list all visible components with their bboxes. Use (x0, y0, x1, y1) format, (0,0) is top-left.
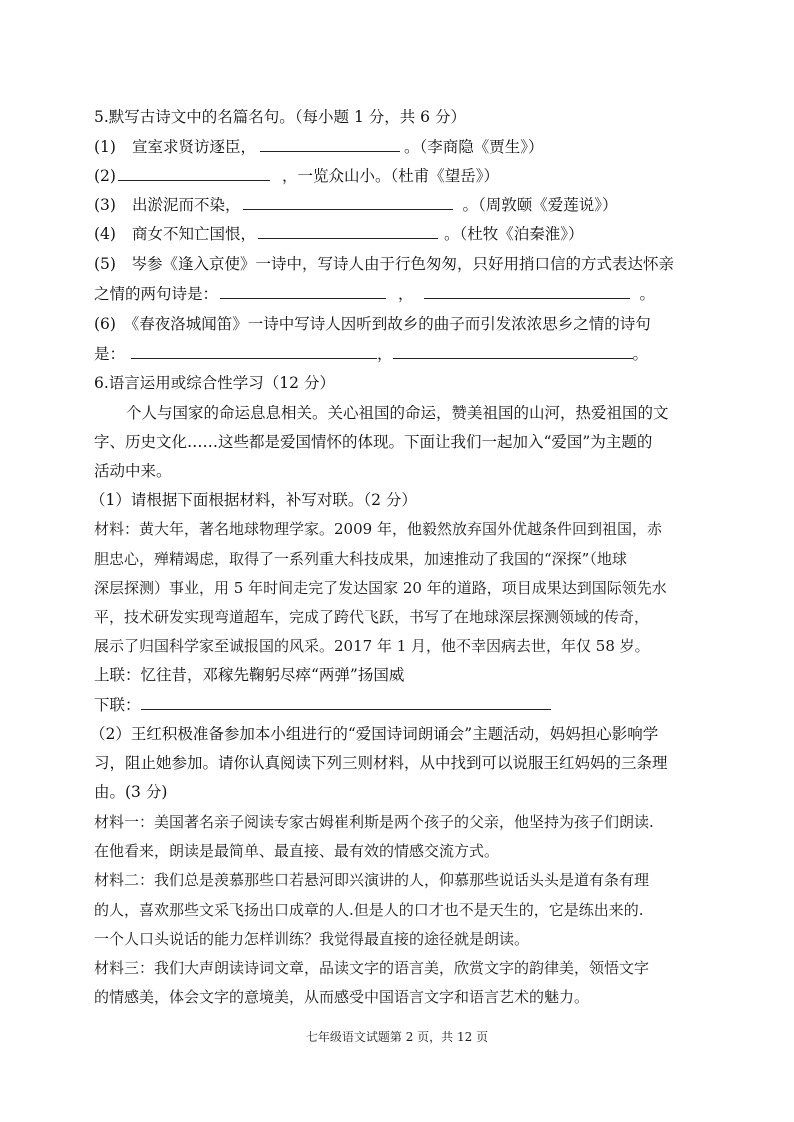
page-footer: 七年级语文试题第 2 页，共 12 页 (305, 1030, 489, 1044)
q5-item-6-answer (94, 343, 648, 365)
q6-intro-line-1: 个人与国家的命运息息相关。关心祖国的命运，赞美祖国的山河，热爱祖国的文 (126, 404, 669, 422)
answer-blank[interactable] (260, 137, 400, 152)
q5-item-2 (94, 165, 499, 187)
q5-item-5-prompt: (5) 岑参《逢入京使》一诗中，写诗人由于行色匆匆，只好用捎口信的方式表达怀亲 (94, 255, 674, 273)
q5-item-6-prompt: (6) 《春夜洛城闻笛》一诗中写诗人因听到故乡的曲子而引发浓浓思乡之情的诗句 (94, 315, 651, 333)
answer-blank[interactable] (131, 344, 377, 359)
q6-sub1-material-line-4: 平，技术研发实现弯道超车，完成了跨代飞跃，书写了在地球深层探测领域的传奇， (94, 608, 650, 626)
item-text: 宣室求贤访逐臣， (132, 138, 257, 156)
material-3-line-1: 材料三：我们大声朗读诗词文章，品读文字的语言美，欣赏文字的韵律美，领悟文字 (94, 959, 650, 977)
q6-title: 6.语言运用或综合性学习（12 分） (94, 374, 335, 392)
item-number: (3) (94, 196, 116, 214)
comma: ， (377, 345, 393, 363)
answer-blank[interactable] (424, 284, 630, 299)
answer-blank[interactable] (118, 166, 270, 181)
material-2-line-1: 材料二：我们总是羡慕那些口若悬河即兴演讲的人，仰慕那些说话头头是道有条有理 (94, 871, 650, 889)
q6-sub1-title: （1）请根据下面根据材料，补写对联。（2 分） (90, 491, 417, 509)
item-number: (1) (94, 138, 116, 156)
q6-intro-line-2: 字、历史文化……这些都是爱国情怀的体现。下面让我们一起加入“爱国”为主题的 (94, 433, 653, 451)
q5-item-5-answer (94, 283, 655, 305)
couplet-upper: 上联：忆往昔，邓稼先鞠躬尽瘁“两弹”扬国威 (94, 666, 405, 684)
q6-intro-line-3: 活动中来。 (94, 462, 172, 480)
q6-sub1-material-line-2: 胆忠心，殚精竭虑，取得了一系列重大科技成果，加速推动了我国的“深探”（地球 (94, 550, 627, 568)
item-text: 出淤泥而不染， (132, 196, 241, 214)
material-1-line-2: 在他看来，朗读是最简单、最直接、最有效的情感交流方式。 (94, 842, 500, 860)
couplet-lower (94, 694, 551, 716)
q5-item-1 (94, 136, 544, 158)
q6-sub2-title-line-3: 由。(3 分) (94, 783, 168, 801)
comma: ， (398, 285, 414, 303)
q6-sub2-title-line-1: （2）王红积极准备参加本小组进行的“爱国诗词朗诵会”主题活动，妈妈担心影响学 (90, 725, 659, 743)
period: 。 (632, 345, 649, 363)
answer-blank[interactable] (393, 344, 633, 359)
answer-blank[interactable] (243, 195, 453, 210)
period: 。 (639, 285, 656, 303)
item-number: (2) (94, 167, 116, 185)
q6-sub1-material-line-1: 材料：黄大年，著名地球物理学家。2009 年，他毅然放弃国外优越条件回到祖国，赤 (94, 520, 662, 538)
q6-sub2-title-line-2: 习，阻止她参加。请你认真阅读下列三则材料，从中找到可以说服王红妈妈的三条理 (94, 754, 668, 772)
material-3-line-2: 的情感美，体会文字的意境美，从而感受中国语言文字和语言艺术的魅力。 (94, 988, 590, 1006)
material-2-line-3: 一个人口头说话的能力怎样训练？我觉得最直接的途径就是朗读。 (94, 930, 530, 948)
item-text: 是： (94, 345, 126, 363)
q5-title: 5.默写古诗文中的名篇名句。（每小题 1 分，共 6 分） (94, 108, 466, 126)
item-text: 商女不知亡国恨， (132, 225, 257, 243)
q6-sub1-material-line-5: 展示了归国科学家至诚报国的风采。2017 年 1 月，他不幸因病去世，年仅 58 岁。 (94, 637, 650, 655)
answer-blank[interactable] (141, 695, 551, 710)
item-source: 。（李商隐《贾生》） (404, 138, 544, 156)
item-source: ，一览众山小。（杜甫《望岳》） (281, 167, 499, 185)
material-1-line-1: 材料一：美国著名亲子阅读专家古姆崔利斯是两个孩子的父亲，他坚持为孩子们朗读. (94, 813, 654, 831)
item-source: 。（周敦颐《爱莲说》） (462, 196, 618, 214)
answer-blank[interactable] (258, 224, 438, 239)
item-number: (4) (94, 225, 116, 243)
couplet-lower-label: 下联： (94, 696, 141, 714)
item-text: 之情的两句诗是： (94, 285, 219, 303)
q5-item-3 (94, 194, 618, 216)
q6-sub1-material-line-3: 深层探测）事业，用 5 年时间走完了发达国家 20 年的道路，项目成果达到国际领先水 (94, 579, 667, 597)
item-source: 。（杜牧《泊秦淮》） (444, 225, 584, 243)
material-2-line-2: 的人，喜欢那些文采飞扬出口成章的人.但是人的口才也不是天生的，它是练出来的. (94, 901, 644, 919)
answer-blank[interactable] (220, 284, 386, 299)
q5-item-4 (94, 223, 584, 245)
